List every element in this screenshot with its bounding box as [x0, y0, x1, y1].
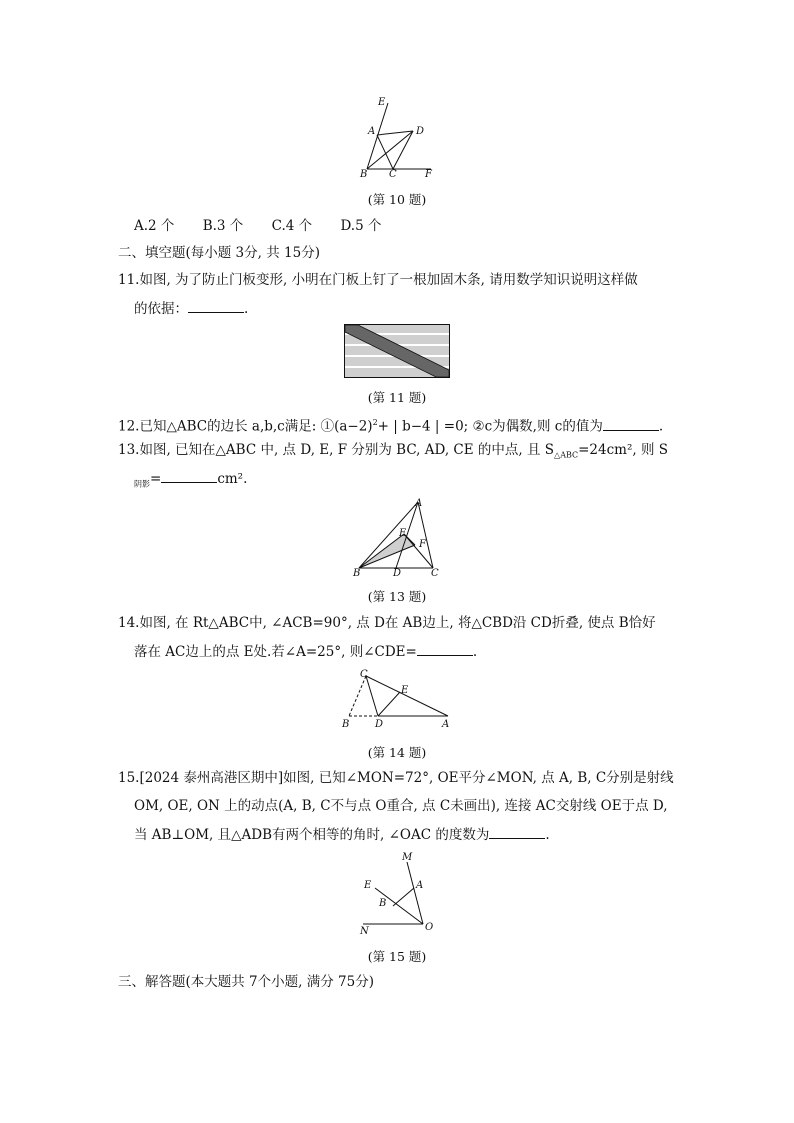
question-11-line-2	[134, 298, 248, 319]
fig15-label-N: N	[360, 926, 369, 936]
figure-14-caption: (第 14 题)	[367, 745, 427, 760]
fig13-label-B: B	[353, 568, 361, 579]
q12-sup: 2	[372, 418, 378, 427]
section-3-title: 三、解答题(本大题共 7个小题, 满分 75分)	[118, 974, 374, 990]
q11-suffix: .	[244, 301, 249, 317]
question-12	[118, 413, 663, 437]
q14-suffix: .	[472, 644, 478, 660]
fig14-label-E: E	[401, 685, 409, 696]
q13-sub-abc: △ABC	[554, 450, 579, 460]
q14-prefix: 落在 AC边上的点 E处.若∠A=25°, 则∠CDE=	[134, 644, 417, 660]
fig15-label-M: M	[402, 852, 413, 863]
q13-unit: cm².	[217, 471, 248, 487]
figure-14	[338, 666, 458, 732]
fig10-label-E: E	[378, 97, 386, 108]
figure-11-caption: (第 11 题)	[367, 390, 427, 405]
figure-11-door	[344, 324, 450, 378]
question-15-line-2: OM, OE, ON 上的动点(A, B, C不与点 O重合, 点 C未画出), 连接 AC交射线 OE于点 D,	[134, 798, 668, 814]
fig10-label-D: D	[416, 126, 425, 137]
fig15-label-E: E	[364, 880, 372, 891]
figure-10	[355, 95, 445, 179]
question-10-options	[134, 216, 405, 236]
section-2-title: 二、填空题(每小题 3分, 共 15分)	[118, 245, 320, 261]
fig15-label-A: A	[416, 880, 424, 891]
question-11-line-1: 11.如图, 为了防止门板变形, 小明在门板上钉了一根加固木条, 请用数学知识说明这样做	[118, 272, 638, 288]
answer-blank-13	[161, 468, 217, 483]
figure-15	[355, 848, 445, 936]
fig10-label-B: B	[360, 169, 368, 179]
q13-suffix: =24cm², 则 S	[578, 442, 669, 458]
q15-prefix: 当 AB⊥OM, 且△ADB有两个相等的角时, ∠OAC 的度数为	[134, 827, 490, 843]
answer-blank-14	[417, 641, 473, 656]
fig13-label-D: D	[393, 568, 402, 579]
fig14-label-C: C	[360, 669, 368, 680]
fig14-label-B: B	[342, 719, 350, 730]
fig13-label-E: E	[399, 528, 407, 539]
q11-prefix: 的依据：	[134, 301, 188, 317]
q13-sub-shadow: 阴影	[134, 479, 150, 489]
q12-suffix: .	[658, 418, 664, 435]
answer-blank-12	[603, 416, 659, 431]
q12-mid: + | b−4 | =0; ②c为偶数,则 c的值为	[377, 418, 603, 435]
question-15-line-1: 15.[2024 泰州高港区期中]如图, 已知∠MON=72°, OE平分∠MON, 点 A, B, C分别是射线	[118, 770, 674, 786]
option-d: D.5 个	[340, 218, 382, 234]
fig13-label-C: C	[431, 568, 439, 579]
answer-blank-11	[188, 298, 244, 313]
option-a: A.2 个	[134, 218, 175, 234]
question-14-line-1: 14.如图, 在 Rt△ABC中, ∠ACB=90°, 点 D在 AB边上, 将△CBD沿 CD折叠, 使点 B恰好	[118, 615, 656, 631]
fig13-label-F: F	[419, 539, 426, 550]
fig10-label-A: A	[368, 126, 376, 137]
answer-blank-15	[489, 824, 545, 839]
fig15-label-O: O	[425, 922, 434, 933]
option-c: C.4 个	[271, 218, 313, 234]
fig10-label-C: C	[389, 169, 397, 179]
question-13-line-1	[118, 440, 668, 466]
option-b: B.3 个	[202, 218, 244, 234]
fig10-label-F: F	[425, 169, 432, 179]
q13-prefix: 13.如图, 已知在△ABC 中, 点 D, E, F 分别为 BC, AD, CE 的中点, 且 S	[118, 442, 555, 458]
figure-13	[348, 494, 448, 580]
fig15-label-B: B	[379, 898, 387, 909]
question-14-line-2	[134, 641, 477, 662]
q13-eq: =	[150, 471, 162, 487]
figure-10-caption: (第 10 题)	[367, 192, 427, 207]
figure-13-caption: (第 13 题)	[367, 589, 427, 604]
fig14-label-D: D	[375, 719, 384, 730]
q15-suffix: .	[545, 827, 550, 843]
q12-prefix: 12.已知△ABC的边长 a,b,c满足: ①(a−2)	[118, 418, 373, 435]
fig14-label-A: A	[442, 719, 450, 730]
question-13-line-2	[134, 468, 247, 495]
fig13-label-A: A	[415, 498, 423, 509]
question-15-line-3	[134, 824, 550, 845]
figure-15-caption: (第 15 题)	[367, 949, 427, 964]
